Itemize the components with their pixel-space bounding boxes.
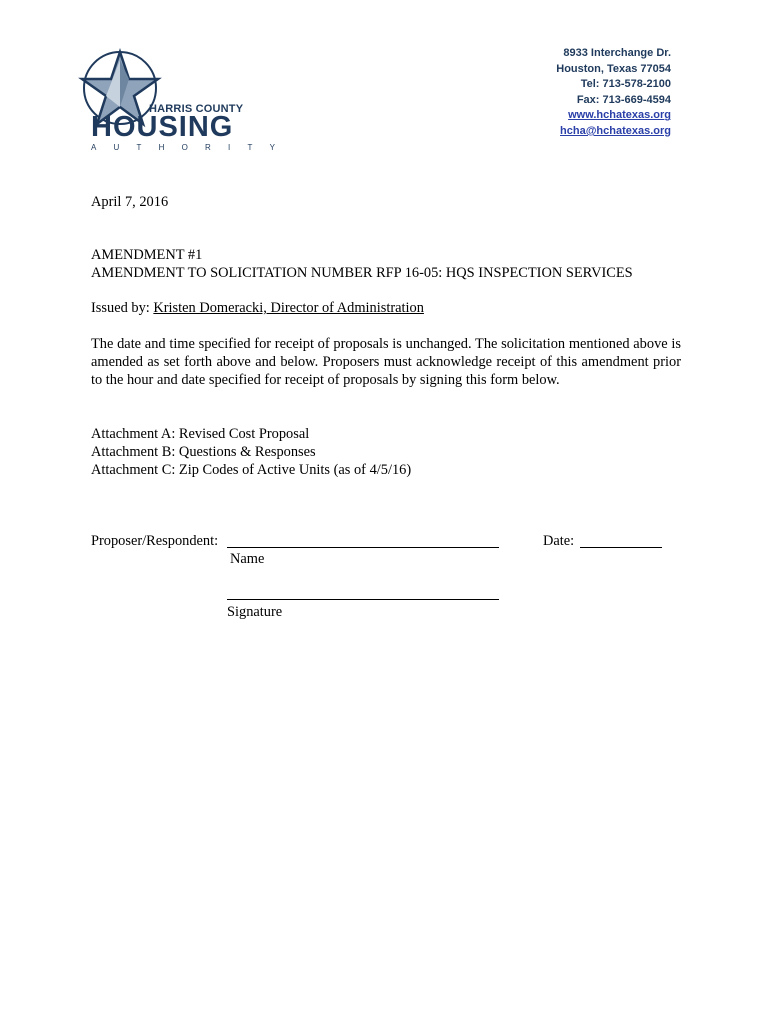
hcha-logo bbox=[74, 46, 284, 154]
address-city: Houston, Texas 77054 bbox=[556, 62, 671, 75]
address-block bbox=[556, 46, 671, 140]
issued-by bbox=[91, 299, 681, 317]
email-link[interactable]: hcha@hchatexas.org bbox=[560, 124, 671, 137]
website-link[interactable]: www.hchatexas.org bbox=[568, 109, 671, 122]
date-label: Date: bbox=[543, 533, 575, 549]
signature-label: Signature bbox=[227, 604, 283, 620]
amendment-title: AMENDMENT TO SOLICITATION NUMBER RFP 16-05: HQS INSPECTION SERVICES bbox=[91, 265, 633, 281]
attachment-c: Attachment C: Zip Codes of Active Units (as of 4/5/16) bbox=[91, 462, 412, 478]
name-label: Name bbox=[230, 551, 265, 567]
logo-housing-text: HOUSING bbox=[91, 111, 234, 143]
issued-by-label: Issued by: bbox=[91, 300, 154, 316]
respondent-name-line[interactable] bbox=[227, 547, 499, 548]
respondent-label: Proposer/Respondent: bbox=[91, 533, 219, 549]
amendment-number: AMENDMENT #1 bbox=[91, 247, 203, 263]
signature-line[interactable] bbox=[227, 599, 499, 600]
attachment-a: Attachment A: Revised Cost Proposal bbox=[91, 426, 310, 442]
logo-authority-text: A U T H O R I T Y bbox=[91, 143, 275, 152]
address-fax: Fax: 713-669-4594 bbox=[576, 93, 671, 106]
letter-date: April 7, 2016 bbox=[91, 194, 169, 210]
date-line[interactable] bbox=[580, 547, 662, 548]
address-tel: Tel: 713-578-2100 bbox=[580, 78, 671, 91]
address-street: 8933 Interchange Dr. bbox=[563, 47, 671, 59]
attachment-b: Attachment B: Questions & Responses bbox=[91, 444, 316, 460]
logo-county-text: HARRIS COUNTY bbox=[149, 103, 244, 115]
issued-by-name: Kristen Domeracki, Director of Administration bbox=[153, 300, 424, 316]
letter-body: The date and time specified for receipt of proposals is unchanged. The solicitation mentioned above is amended as set forth above and below. Proposers must acknowledge receipt of this amendment prior to the hour and date specified for receipt of proposals by signing this form below. bbox=[91, 336, 681, 388]
